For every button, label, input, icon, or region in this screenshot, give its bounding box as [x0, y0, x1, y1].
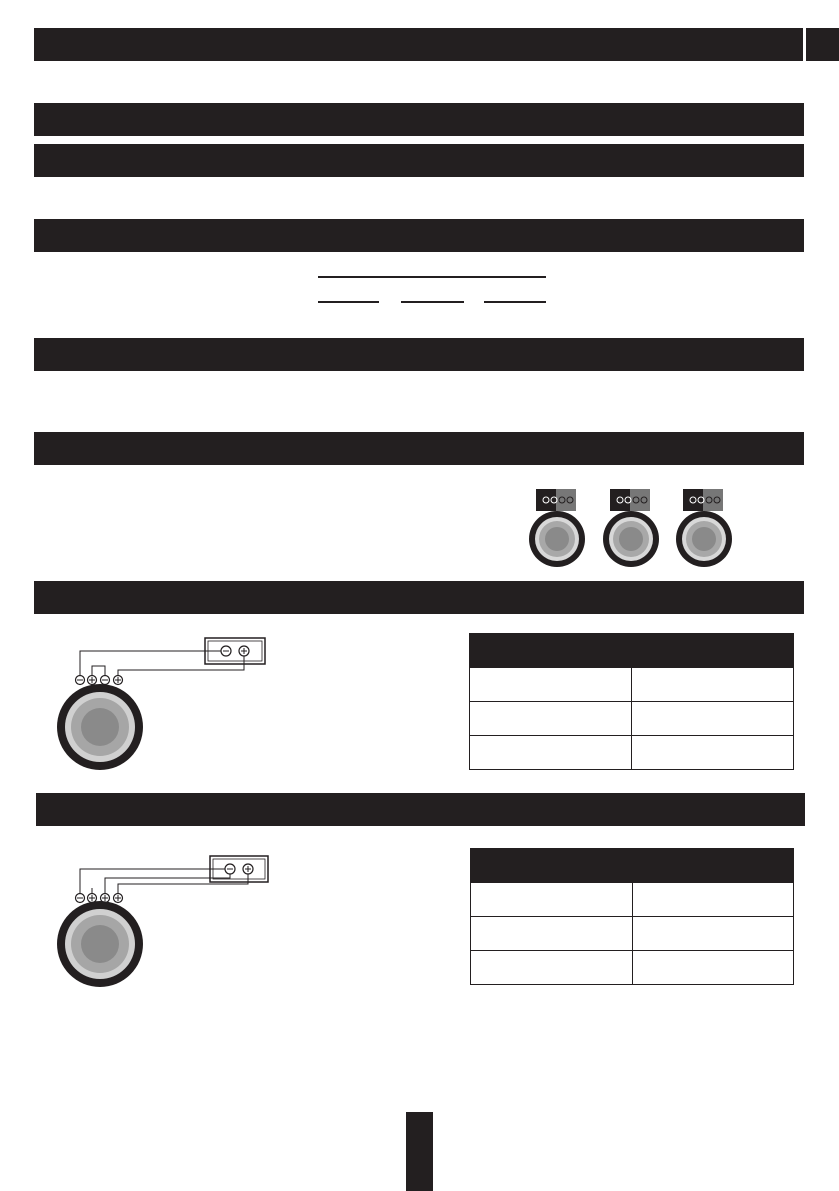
page-tab-marker [806, 28, 839, 61]
section-bar-8 [36, 793, 805, 826]
table-header-cell [632, 634, 794, 668]
table-row [471, 883, 794, 917]
table-row [471, 917, 794, 951]
table-row [470, 736, 794, 770]
rule-short-1 [318, 301, 379, 303]
section-bar-6 [34, 432, 804, 465]
wiring-diagram-2 [50, 850, 280, 990]
section-bar-2 [34, 103, 804, 136]
section-bar-5 [34, 338, 804, 371]
rule-short-2 [401, 301, 464, 303]
table-header-cell [470, 634, 632, 668]
table-row [471, 951, 794, 985]
table-header-cell [471, 849, 633, 883]
rule-short-3 [484, 301, 546, 303]
impedance-table-1 [469, 633, 794, 770]
rule-long [318, 276, 546, 278]
table-row [470, 702, 794, 736]
speaker-icons-row [526, 489, 736, 569]
table-row [470, 668, 794, 702]
section-bar-3 [34, 144, 804, 177]
section-bar-7 [34, 581, 804, 614]
table-header-cell [633, 849, 794, 883]
section-bar-4 [34, 219, 804, 252]
page-number-tab [406, 1112, 433, 1191]
wiring-diagram-1 [50, 632, 280, 772]
header-bar-top [34, 28, 803, 61]
impedance-table-2 [470, 848, 794, 985]
